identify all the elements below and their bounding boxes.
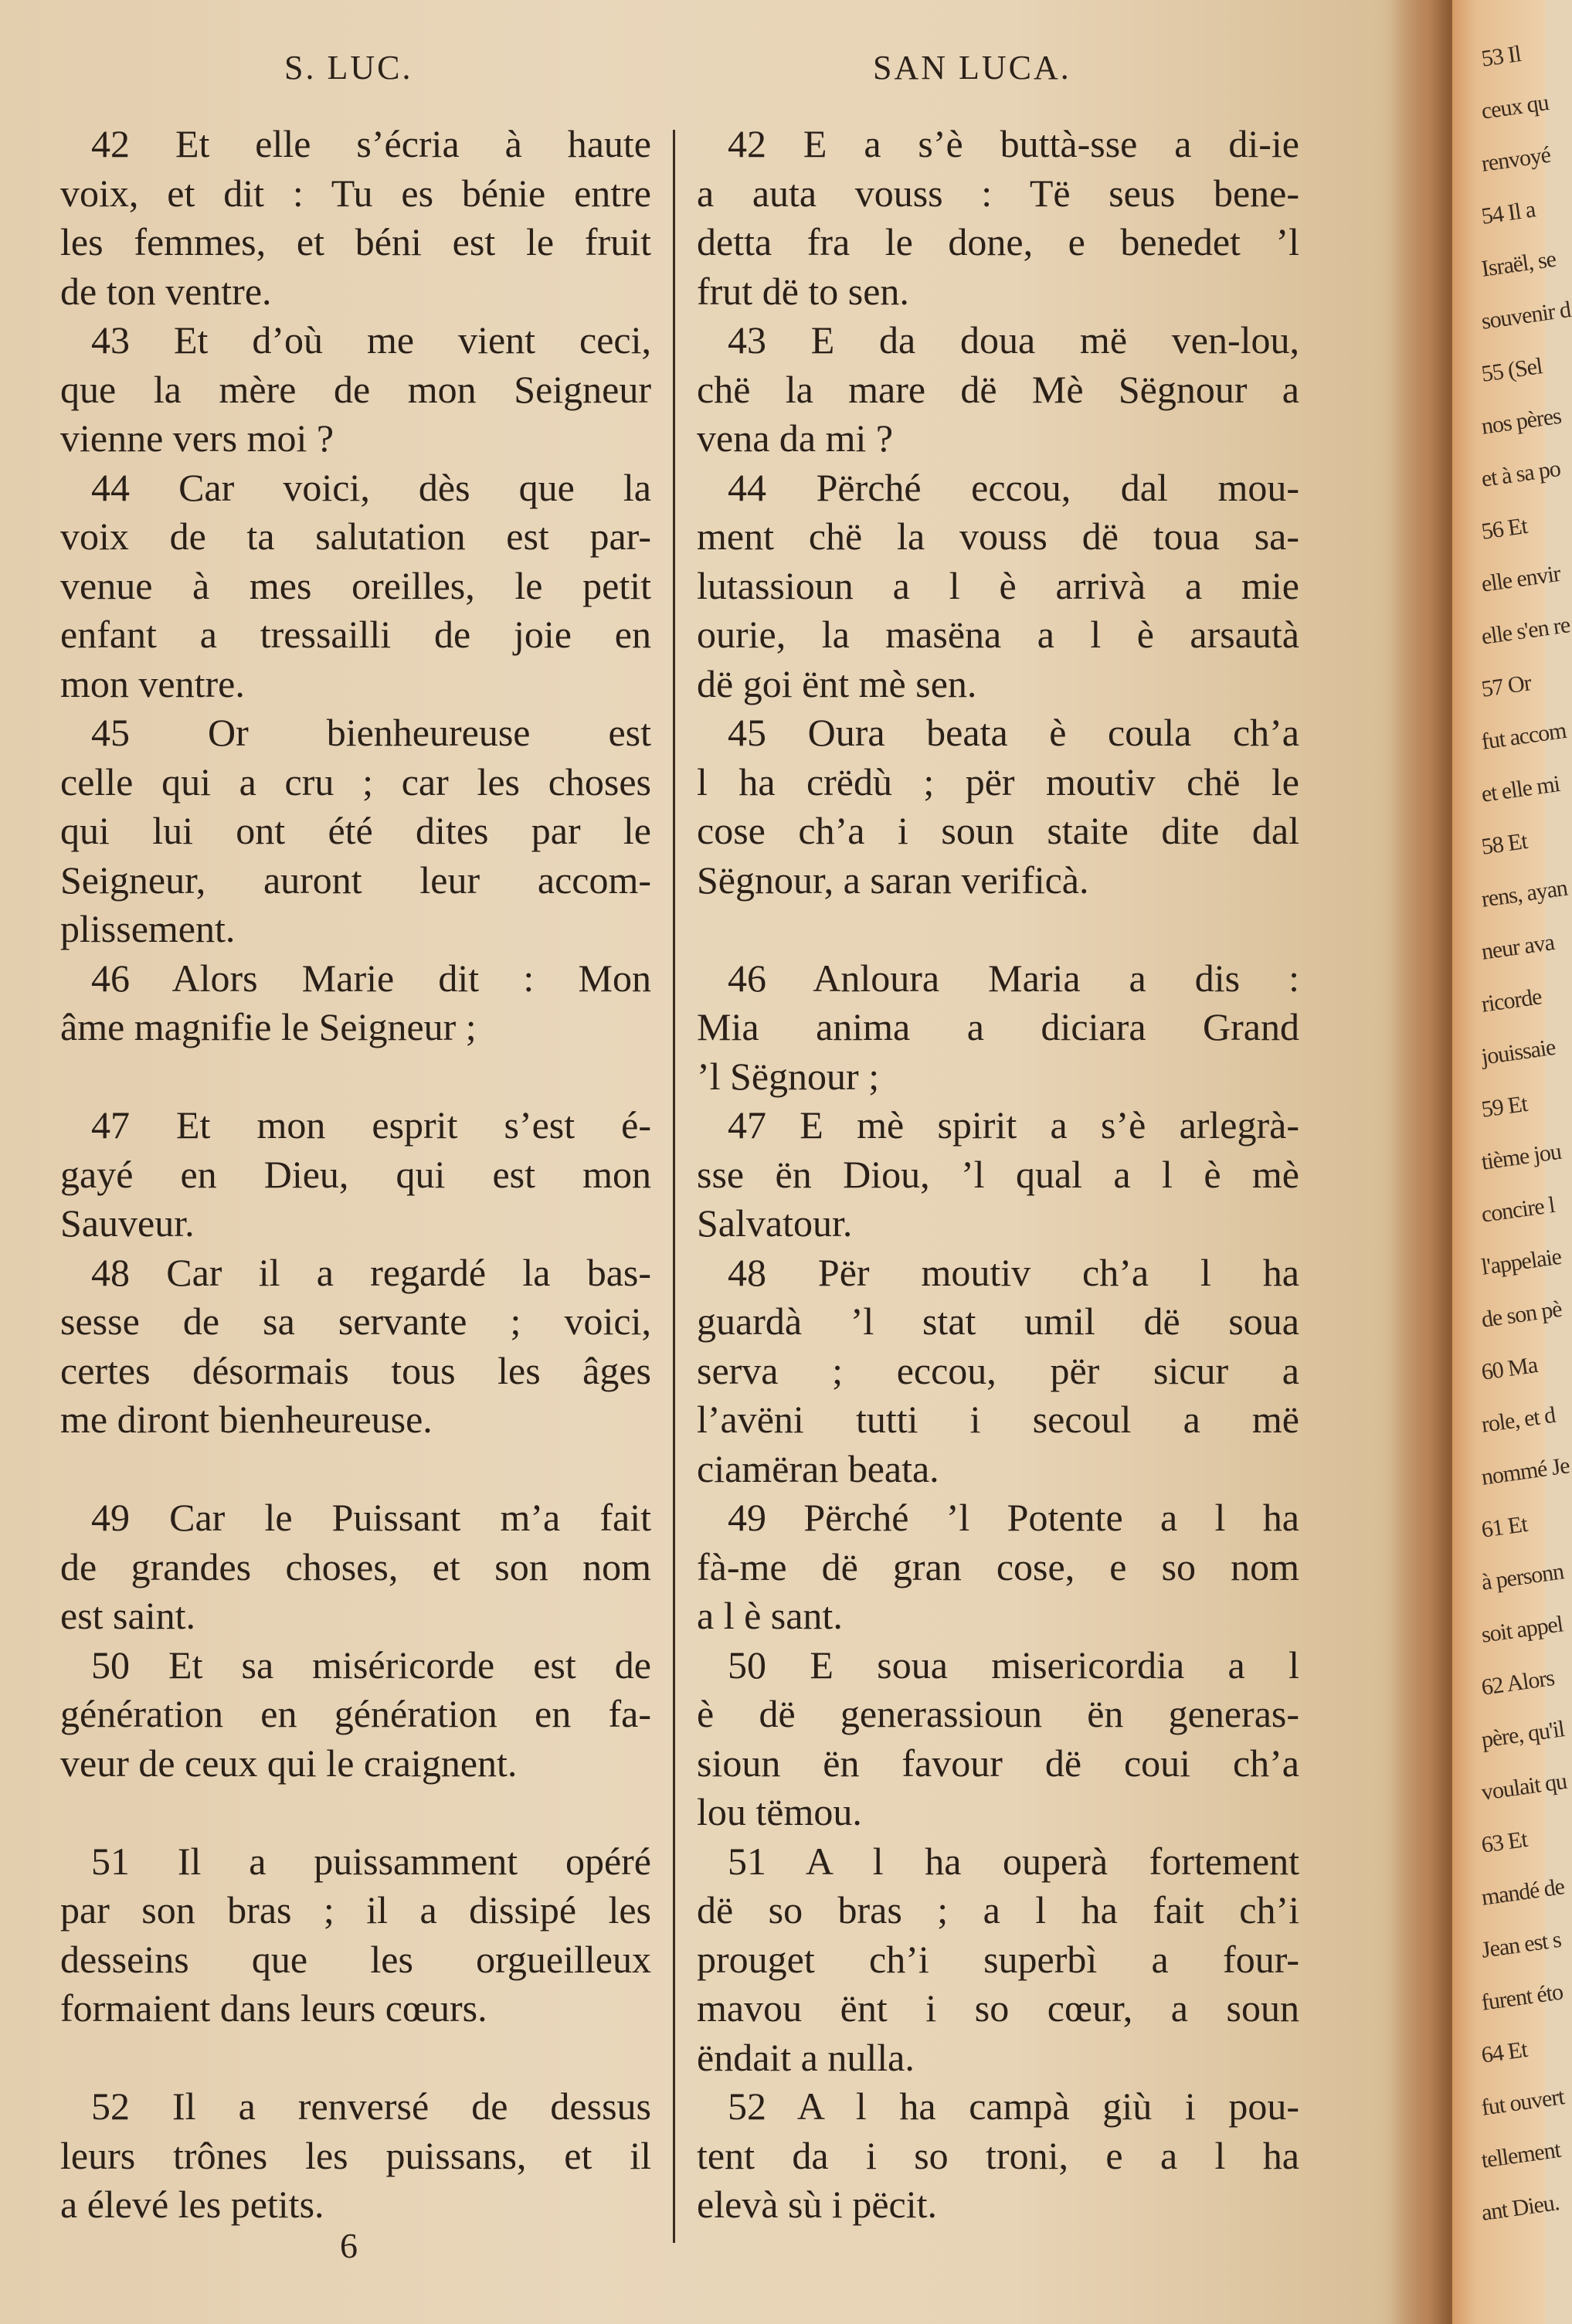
adjacent-page-fragment: role, et d: [1479, 1402, 1557, 1438]
verse-line: sioun ën favour dë coui ch’a: [697, 1741, 1299, 1785]
verse-line: guardà ’l stat umil dë soua: [697, 1300, 1299, 1343]
verse-line: vienne vers moi ?: [60, 416, 334, 460]
verse-line: 52 A l ha campà giù i pou-: [728, 2084, 1299, 2128]
adjacent-page-fragment: 57 Or: [1479, 670, 1533, 702]
verse-line: de grandes choses, et son nom: [60, 1544, 651, 1588]
verse-line: a auta vouss : Të seus bene-: [697, 171, 1299, 215]
adjacent-page-fragment: rens, ayan: [1479, 875, 1569, 912]
verse-line: 47 E mè spirit a s’è arlegrà-: [728, 1103, 1299, 1147]
verse-line: mon ventre.: [60, 661, 245, 705]
verse-line: génération en génération en fa-: [60, 1692, 651, 1735]
verse-line: que la mère de mon Seigneur: [60, 367, 651, 411]
verse-line: a l è sant.: [697, 1594, 843, 1637]
adjacent-page-fragment: fut accom: [1479, 717, 1568, 755]
adjacent-page-fragment: 59 Et: [1479, 1090, 1529, 1123]
adjacent-page-fragment: l'appelaie: [1479, 1243, 1563, 1280]
verse-line: l’avëni tutti i secoul a më: [697, 1398, 1299, 1441]
verse-line: 50 Et sa miséricorde est de: [91, 1643, 651, 1687]
verse-line: sse ën Diou, ’l qual a l è mè: [697, 1152, 1299, 1196]
verse-line: de ton ventre.: [60, 269, 272, 313]
verse-line: formaient dans leurs cœurs.: [60, 1986, 487, 2030]
verse-line: gayé en Dieu, qui est mon: [60, 1152, 651, 1196]
adjacent-page-fragment: 61 Et: [1479, 1510, 1529, 1543]
adjacent-page-fragment: 64 Et: [1479, 2036, 1529, 2068]
verse-line: Salvatour.: [697, 1201, 853, 1245]
verse-line: serva ; eccou, për sicur a: [697, 1348, 1299, 1392]
verse-line: est saint.: [60, 1594, 195, 1637]
verse-line: 48 Për moutiv ch’a l ha: [728, 1250, 1299, 1294]
adjacent-page-fragment: 58 Et: [1479, 827, 1529, 860]
verse-line: certes désormais tous les âges: [60, 1348, 651, 1392]
verse-line: desseins que les orgueilleux: [60, 1937, 651, 1981]
adjacent-page-fragment: à personn: [1479, 1558, 1565, 1595]
verse-line: 43 Et d’où me vient ceci,: [91, 318, 651, 362]
adjacent-page-fragment: et à sa po: [1479, 455, 1562, 492]
verse-line: leurs trônes les puissans, et il: [60, 2133, 651, 2177]
verse-line: Seigneur, auront leur accom-: [60, 858, 651, 902]
adjacent-page-fragment: elle s'en re: [1479, 612, 1572, 650]
adjacent-page-fragment: tellement: [1479, 2136, 1562, 2173]
adjacent-page-fragment: fut ouvert: [1479, 2084, 1566, 2121]
adjacent-page-edge: [1452, 0, 1572, 2324]
verse-line: Mia anima a diciara Grand: [697, 1005, 1299, 1048]
verse-line: lou tëmou.: [697, 1790, 862, 1833]
verse-line: 46 Alors Marie dit : Mon: [91, 956, 651, 1000]
verse-line: celle qui a cru ; car les choses: [60, 759, 651, 804]
adjacent-page-fragment: 55 (Sel: [1479, 353, 1544, 387]
verse-line: ’l Sëgnour ;: [697, 1054, 880, 1098]
adjacent-page-fragment: ricorde: [1479, 984, 1543, 1018]
verse-line: cose ch’a i soun staite dite dal: [697, 809, 1299, 852]
adjacent-page-fragment: furent éto: [1479, 1979, 1564, 2016]
verse-line: 51 A l ha ouperà fortement: [728, 1839, 1299, 1883]
page-header-right: SAN LUCA.: [873, 49, 1071, 87]
adjacent-page-fragment: Jean est s: [1479, 1926, 1563, 1963]
verse-line: ment chë la vouss dë toua sa-: [697, 515, 1299, 558]
adjacent-page-fragment: et elle mi: [1479, 771, 1561, 807]
page-header-left: S. LUC.: [284, 49, 413, 87]
verse-line: 48 Car il a regardé la bas-: [91, 1250, 651, 1294]
adjacent-page-fragment: de son pè: [1479, 1296, 1564, 1333]
adjacent-page-fragment: neur ava: [1479, 929, 1556, 965]
verse-line: 49 Car le Puissant m’a fait: [91, 1496, 651, 1539]
adjacent-page-fragment: ant Dieu.: [1479, 2190, 1561, 2226]
verse-line: ciamëran beata.: [697, 1446, 939, 1490]
verse-line: 47 Et mon esprit s’est é-: [91, 1103, 651, 1147]
verse-line: prouget ch’i superbì a four-: [697, 1937, 1299, 1981]
adjacent-page-fragment: Israël, se: [1479, 246, 1557, 282]
adjacent-page-fragment: soit appel: [1479, 1611, 1565, 1648]
verse-line: 42 E a s’è buttà-sse a di-ie: [728, 122, 1299, 165]
verse-line: sesse de sa servante ; voici,: [60, 1300, 651, 1343]
verse-line: ëndait a nulla.: [697, 2035, 915, 2079]
verse-line: elevà sù i pëcit.: [697, 2183, 937, 2226]
adjacent-page-fragment: 63 Et: [1479, 1826, 1529, 1858]
verse-line: 44 Car voici, dès que la: [91, 465, 651, 509]
adjacent-page-fragment: jouissaie: [1479, 1034, 1557, 1070]
verse-line: 45 Oura beata è coula ch’a: [728, 711, 1299, 754]
verse-line: 42 Et elle s’écria à haute: [91, 122, 651, 165]
verse-spacer: [60, 2034, 651, 2083]
verse-line: voix de ta salutation est par-: [60, 515, 651, 558]
verse-line: 52 Il a renversé de dessus: [91, 2084, 651, 2128]
verse-line: âme magnifie le Seigneur ;: [60, 1005, 477, 1048]
verse-line: 43 E da doua më ven-lou,: [728, 318, 1299, 362]
adjacent-page-fragment: nommé Je: [1479, 1452, 1571, 1490]
verse-line: 50 E soua misericordia a l: [728, 1643, 1299, 1687]
adjacent-page-fragment: elle envir: [1479, 560, 1562, 597]
french-text-column: [60, 120, 651, 2230]
verse-line: frut dë to sen.: [697, 269, 909, 313]
adjacent-page-fragment: mandé de: [1479, 1874, 1566, 1911]
verse-line: dë so bras ; a l ha fait ch’i: [697, 1888, 1299, 1932]
verse-line: chë la mare dë Mè Sëgnour a: [697, 367, 1299, 411]
verse-line: fà-me dë gran cose, e so nom: [697, 1544, 1299, 1588]
verse-spacer: [60, 1445, 651, 1494]
adjacent-page-fragment: ceux qu: [1479, 90, 1550, 124]
verse-spacer: [697, 905, 1299, 954]
verse-line: plissement.: [60, 907, 236, 950]
verse-line: qui lui ont été dites par le: [60, 809, 651, 852]
verse-line: venue à mes oreilles, le petit: [60, 563, 651, 607]
verse-spacer: [60, 1788, 651, 1837]
verse-line: enfant a tressailli de joie en: [60, 613, 651, 656]
verse-line: 45 Or bienheureuse est: [91, 711, 651, 754]
verse-line: l ha crëdù ; për moutiv chë le: [697, 759, 1299, 804]
verse-line: a élevé les petits.: [60, 2183, 324, 2226]
verse-line: Sëgnour, a saran verificà.: [697, 858, 1089, 902]
verse-line: mavou ënt i so cœur, a soun: [697, 1986, 1299, 2030]
verse-line: lutassioun a l è arrivà a mie: [697, 563, 1299, 607]
verse-line: ourie, la masëna a l è arsautà: [697, 613, 1299, 656]
piedmontese-text-column: [697, 120, 1299, 2230]
adjacent-page-fragment: 53 Il: [1479, 41, 1523, 72]
verse-line: 44 Përché eccou, dal mou-: [728, 465, 1299, 509]
verse-line: dë goi ënt mè sen.: [697, 661, 977, 705]
adjacent-page-fragment: 60 Ma: [1479, 1352, 1540, 1385]
adjacent-page-fragment: 54 Il a: [1479, 196, 1537, 229]
verse-line: è dë generassioun ën generas-: [697, 1692, 1299, 1735]
adjacent-page-fragment: 56 Et: [1479, 512, 1529, 545]
verse-line: veur de ceux qui le craignent.: [60, 1741, 518, 1785]
adjacent-page-fragment: voulait qu: [1479, 1768, 1568, 1806]
adjacent-page-fragment: concire l: [1479, 1191, 1557, 1228]
adjacent-page-fragment: tième jou: [1479, 1138, 1563, 1175]
adjacent-page-fragment: renvoyé: [1479, 141, 1552, 177]
page-number: 6: [340, 2226, 358, 2265]
verse-line: les femmes, et béni est le fruit: [60, 220, 651, 263]
verse-line: tent da i so troni, e a l ha: [697, 2133, 1299, 2177]
verse-line: 49 Përché ’l Potente a l ha: [728, 1496, 1299, 1539]
verse-line: par son bras ; il a dissipé les: [60, 1888, 651, 1932]
verse-line: 46 Anloura Maria a dis :: [728, 956, 1299, 1000]
verse-line: me diront bienheureuse.: [60, 1398, 433, 1441]
adjacent-page-fragment: nos pères: [1479, 403, 1563, 440]
verse-line: vena da mi ?: [697, 416, 894, 460]
adjacent-page-fragment: souvenir d: [1479, 297, 1572, 335]
verse-line: voix, et dit : Tu es bénie entre: [60, 171, 651, 215]
verse-spacer: [60, 1052, 651, 1102]
verse-line: Sauveur.: [60, 1201, 195, 1245]
verse-line: detta fra le done, e benedet ’l: [697, 220, 1299, 263]
column-divider: [673, 130, 675, 2243]
adjacent-page-fragment: père, qu'il: [1479, 1716, 1566, 1753]
verse-line: 51 Il a puissamment opéré: [91, 1839, 651, 1883]
adjacent-page-fragment: 62 Alors: [1479, 1665, 1556, 1701]
